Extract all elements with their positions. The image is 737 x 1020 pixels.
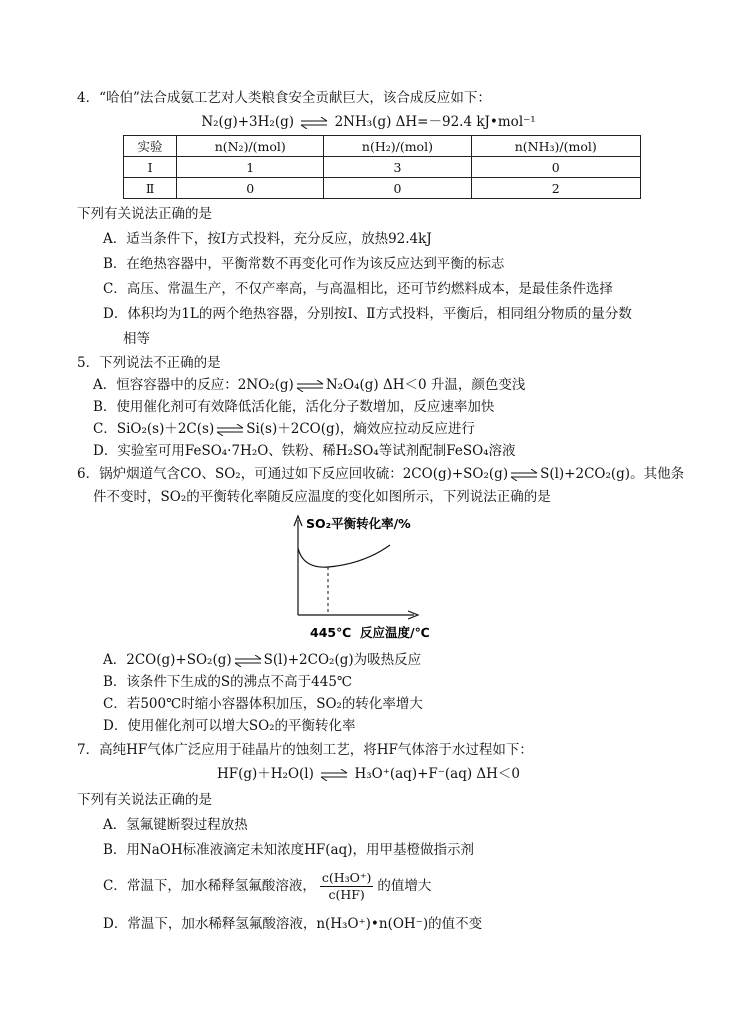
fraction-numerator: c(H₃O⁺)	[321, 870, 372, 885]
q6-option-c: C．若500℃时缩小容器体积加压，SO₂的转化率增大	[103, 696, 423, 712]
table-cell: Ⅰ	[124, 157, 177, 178]
q5-option-b: B．使用催化剂可有效降低活化能，活化分子数增加，反应速率加快	[93, 399, 495, 415]
q4-option-b: B．在绝热容器中，平衡常数不再变化可作为该反应达到平衡的标志	[103, 256, 505, 272]
table-header-cell: n(N₂)/(mol)	[177, 136, 324, 157]
x-axis-label: 反应温度/℃	[360, 625, 430, 640]
q4-option-a: A．适当条件下，按Ⅰ方式投料，充分反应，放热92.4kJ	[103, 231, 432, 247]
q7-option-c-right: 的值增大	[377, 878, 432, 894]
q7-reaction-right: H₃O⁺(aq)+F⁻(aq) ΔH＜0	[354, 766, 521, 782]
table-row	[124, 157, 641, 178]
q4-reaction-left: N₂(g)+3H₂(g)	[201, 114, 294, 130]
table-cell: 0	[324, 178, 471, 199]
q4-option-d: D．体积均为1L的两个绝热容器，分别按Ⅰ、Ⅱ方式投料，平衡后，相同组分物质的量分数	[103, 306, 632, 322]
fraction-denominator: c(HF)	[328, 887, 365, 902]
q7-fraction	[320, 870, 374, 903]
x-tick-label: 445℃	[310, 625, 352, 640]
equilibrium-arrow-icon	[234, 655, 262, 667]
q7-prompt: 下列有关说法正确的是	[77, 792, 212, 808]
q6-option-a	[103, 650, 421, 670]
q4-reaction-right: 2NH₃(g) ΔH=－92.4 kJ•mol⁻¹	[334, 114, 536, 130]
q6-option-a-right: S(l)+2CO₂(g)为吸热反应	[263, 652, 422, 668]
q7-option-c	[103, 868, 431, 904]
table-cell: Ⅱ	[124, 178, 177, 199]
q7-option-b: B．用NaOH标准液滴定未知浓度HF(aq)，用甲基橙做指示剂	[103, 842, 474, 858]
q6-option-a-left: A．2CO(g)+SO₂(g)	[103, 652, 232, 668]
q5-option-a	[93, 375, 525, 395]
q4-option-c: C．高压、常温生产，不仅产率高，与高温相比，还可节约燃料成本，是最佳条件选择	[103, 281, 613, 297]
equilibrium-arrow-icon	[216, 424, 244, 436]
table-cell: 3	[324, 157, 471, 178]
q6-stem-line1	[77, 464, 684, 484]
q7-option-a: A．氢氟键断裂过程放热	[103, 817, 248, 833]
table-cell: 1	[177, 157, 324, 178]
table-header-cell: n(H₂)/(mol)	[324, 136, 471, 157]
conversion-curve	[298, 545, 390, 567]
q7-stem: 7．高纯HF气体广泛应用于硅晶片的蚀刻工艺，将HF气体溶于水过程如下：	[77, 742, 533, 758]
q5-option-c	[93, 419, 475, 439]
q7-option-d: D．常温下，加水稀释氢氟酸溶液，n(H₃O⁺)•n(OH⁻)的值不变	[103, 916, 483, 932]
q7-reaction-left: HF(g)＋H₂O(l)	[216, 766, 314, 782]
q7-reaction	[0, 764, 737, 784]
q4-stem: 4．“哈伯”法合成氨工艺对人类粮食安全贡献巨大，该合成反应如下：	[77, 90, 491, 106]
q6-stem-line2: 件不变时，SO₂的平衡转化率随反应温度的变化如图所示，下列说法正确的是	[93, 489, 551, 505]
q6-stem-left: 6．锅炉烟道气含CO、SO₂，可通过如下反应回收硫：2CO(g)+SO₂(g)	[77, 466, 509, 482]
q5-option-a-right: N₂O₄(g) ΔH＜0 升温，颜色变浅	[325, 377, 526, 393]
q6-option-d: D．使用催化剂可以增大SO₂的平衡转化率	[103, 718, 356, 734]
table-cell: 2	[471, 178, 641, 199]
table-header-cell: n(NH₃)/(mol)	[471, 136, 641, 157]
q5-option-a-left: A．恒容容器中的反应：2NO₂(g)	[93, 377, 294, 393]
equilibrium-arrow-icon	[296, 380, 324, 392]
table-row	[124, 178, 641, 199]
q4-prompt: 下列有关说法正确的是	[77, 206, 212, 222]
q6-stem-right: S(l)+2CO₂(g)。其他条	[540, 466, 685, 482]
equilibrium-arrow-icon	[320, 769, 348, 781]
q7-option-c-left: C．常温下，加水稀释氢氟酸溶液，	[103, 878, 316, 894]
q4-data-table	[123, 135, 641, 199]
table-header-row	[124, 136, 641, 157]
q5-option-d: D．实验室可用FeSO₄·7H₂O、铁粉、稀H₂SO₄等试剂配制FeSO₄溶液	[93, 443, 516, 459]
q4-reaction	[0, 112, 737, 132]
table-header-cell: 实验	[124, 136, 177, 157]
q4-option-d-cont: 相等	[123, 331, 150, 347]
q6-conversion-graph	[280, 510, 470, 645]
q6-option-b: B．该条件下生成的S的沸点不高于445℃	[103, 674, 353, 690]
equilibrium-arrow-icon	[300, 117, 328, 129]
equilibrium-arrow-icon	[510, 469, 538, 481]
q5-stem: 5．下列说法不正确的是	[77, 355, 221, 371]
table-cell: 0	[177, 178, 324, 199]
q5-option-c-right: Si(s)＋2CO(g)，熵效应拉动反应进行	[246, 421, 475, 437]
q5-option-c-left: C．SiO₂(s)＋2C(s)	[93, 421, 215, 437]
y-axis-label: SO₂平衡转化率/%	[306, 516, 411, 531]
table-cell: 0	[471, 157, 641, 178]
